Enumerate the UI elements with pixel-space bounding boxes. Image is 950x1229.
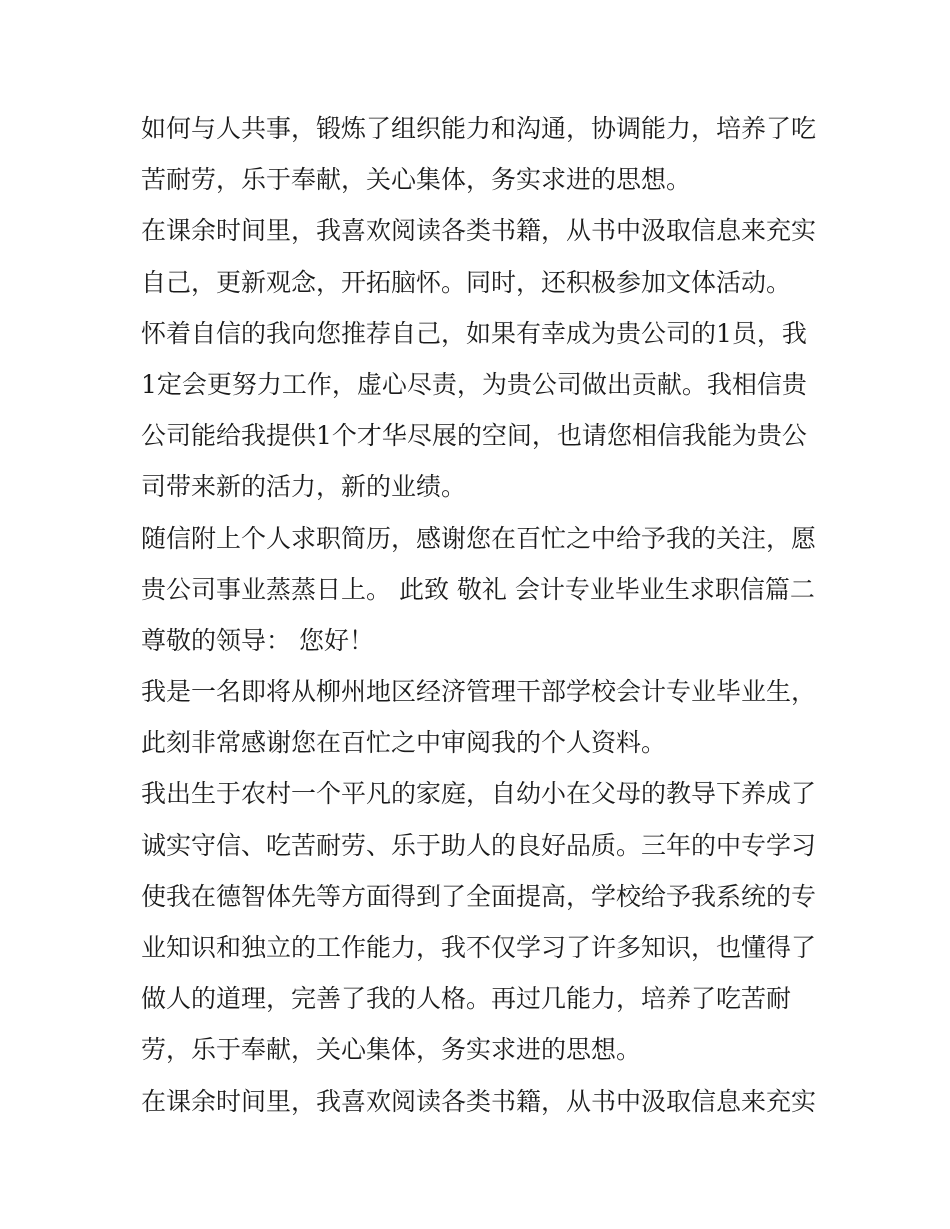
text-line: 1定会更努力工作，虚心尽责，为贵公司做出贡献。我相信贵: [141, 369, 807, 399]
text-line: 我出生于农村一个平凡的家庭，自幼小在父母的教导下养成了: [141, 779, 817, 809]
text-line: 在课余时间里，我喜欢阅读各类书籍，从书中汲取信息来充实: [141, 1086, 817, 1116]
text-line: 自己，更新观念，开拓脑怀。同时，还积极参加文体活动。: [141, 267, 792, 297]
document-body: [141, 103, 821, 1127]
text-line: 贵公司事业蒸蒸日上。 此致 敬礼 会计专业毕业生求职信篇二: [141, 574, 815, 604]
text-line: 使我在德智体先等方面得到了全面提高，学校给予我系统的专: [141, 881, 817, 911]
text-line: 怀着自信的我向您推荐自己，如果有幸成为贵公司的1员，我: [141, 318, 807, 348]
text-line: 业知识和独立的工作能力，我不仅学习了许多知识，也懂得了: [141, 933, 817, 962]
text-line: 苦耐劳，乐于奉献，关心集体，务实求进的思想。: [141, 165, 692, 195]
text-line: 劳，乐于奉献，关心集体，务实求进的思想。: [141, 1035, 642, 1065]
text-line: 做人的道理，完善了我的人格。再过几能力，培养了吃苦耐: [141, 984, 792, 1014]
text-line: 司带来新的活力，新的业绩。: [141, 472, 467, 502]
text-line: 此刻非常感谢您在百忙之中审阅我的个人资料。: [141, 728, 667, 758]
text-line: 尊敬的领导： 您好！: [141, 625, 374, 655]
text-line: 随信附上个人求职简历，感谢您在百忙之中给予我的关注，愿: [141, 523, 817, 553]
text-line: 在课余时间里，我喜欢阅读各类书籍，从书中汲取信息来充实: [141, 216, 817, 246]
text-line: 诚实守信、吃苦耐劳、乐于助人的良好品质。三年的中专学习: [141, 830, 817, 860]
text-line: 公司能给我提供1个才华尽展的空间，也请您相信我能为贵公: [141, 421, 807, 451]
text-line: 我是一名即将从柳州地区经济管理干部学校会计专业毕业生，: [141, 677, 817, 707]
text-line: 如何与人共事，锻炼了组织能力和沟通，协调能力，培养了吃: [141, 114, 817, 143]
